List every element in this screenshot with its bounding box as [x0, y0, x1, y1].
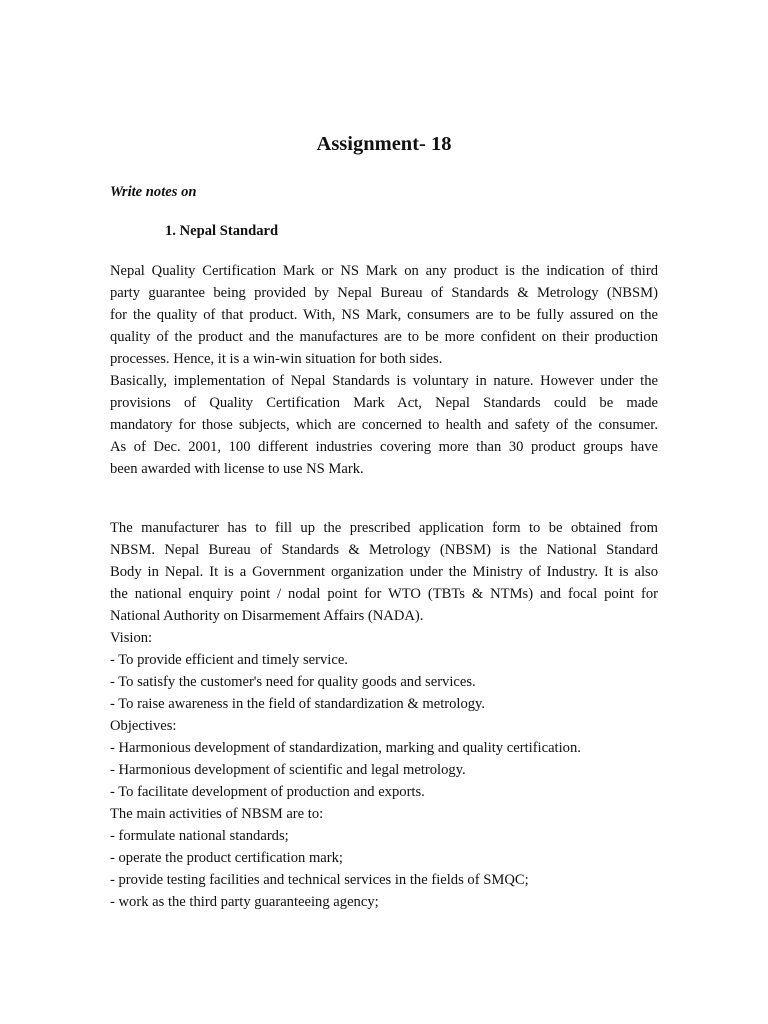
text-line: been awarded with license to use NS Mark. — [110, 461, 364, 477]
text-line: processes. Hence, it is a win-win situation for both sides. — [110, 351, 443, 367]
text-line: quality of the product and the manufactures are to be more confident on their production — [110, 329, 658, 345]
activities-heading: The main activities of NBSM are to: — [110, 806, 324, 822]
paragraph-ns-mark — [110, 260, 658, 370]
list-item: - Harmonious development of scientific and legal metrology. — [110, 762, 466, 778]
list-item: - To satisfy the customer's need for quality goods and services. — [110, 674, 476, 690]
list-item: - To raise awareness in the field of standardization & metrology. — [110, 696, 486, 712]
text-line: As of Dec. 2001, 100 different industries covering more than 30 product groups have — [110, 439, 658, 455]
objectives-list — [110, 737, 658, 803]
text-block-2 — [110, 517, 658, 913]
text-line: for the quality of that product. With, NS Mark, consumers are to be fully assured on the — [110, 307, 658, 323]
page-title: Assignment- 18 — [316, 133, 452, 155]
section-heading: 1. Nepal Standard — [165, 223, 279, 239]
text-line: The manufacturer has to fill up the prescribed application form to be obtained from — [110, 520, 658, 536]
paragraph-manufacturer — [110, 517, 658, 627]
list-item: - provide testing facilities and technical services in the fields of SMQC; — [110, 872, 529, 888]
text-line: mandatory for those subjects, which are concerned to health and safety of the consumer. — [110, 417, 658, 433]
text-line: Body in Nepal. It is a Government organization under the Ministry of Industry. It is also — [110, 564, 658, 580]
list-item: - work as the third party guaranteeing agency; — [110, 894, 379, 910]
objectives-heading: Objectives: — [110, 718, 177, 734]
text-line: provisions of Quality Certification Mark Act, Nepal Standards could be made — [110, 395, 658, 411]
text-line: the national enquiry point / nodal point for WTO (TBTs & NTMs) and focal point for — [110, 586, 658, 602]
subtitle: Write notes on — [110, 184, 197, 200]
vision-list — [110, 649, 658, 715]
text-block-1 — [110, 260, 658, 480]
text-line: Basically, implementation of Nepal Standards is voluntary in nature. However under the — [110, 373, 658, 389]
text-line: Nepal Quality Certification Mark or NS Mark on any product is the indication of third — [110, 263, 658, 279]
vision-heading: Vision: — [110, 630, 153, 646]
list-item: - operate the product certification mark; — [110, 850, 343, 866]
activities-list — [110, 825, 658, 913]
paragraph-implementation — [110, 370, 658, 480]
list-item: - Harmonious development of standardization, marking and quality certification. — [110, 740, 581, 756]
list-item: - formulate national standards; — [110, 828, 289, 844]
list-item: - To provide efficient and timely service. — [110, 652, 348, 668]
text-line: National Authority on Disarmement Affairs (NADA). — [110, 608, 424, 624]
list-item: - To facilitate development of production and exports. — [110, 784, 425, 800]
text-line: party guarantee being provided by Nepal Bureau of Standards & Metrology (NBSM) — [110, 285, 658, 301]
text-line: NBSM. Nepal Bureau of Standards & Metrology (NBSM) is the National Standard — [110, 542, 658, 558]
